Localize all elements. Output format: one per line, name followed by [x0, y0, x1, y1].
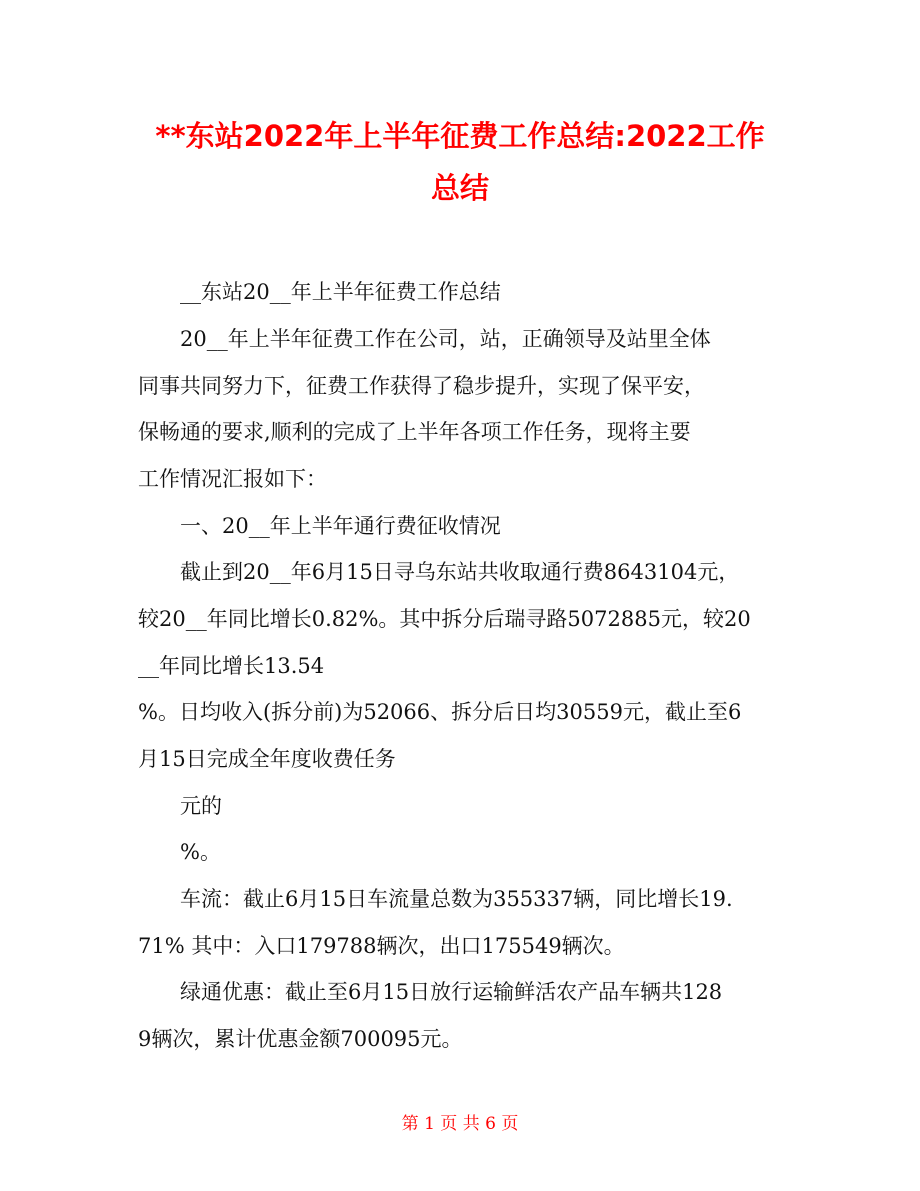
document-title-line-2: 总结: [430, 171, 489, 205]
body-line: 9辆次，累计优惠金额700095元。: [138, 1027, 463, 1051]
document-title-line-1: **东站2022年上半年征费工作总结:2022工作: [155, 119, 765, 153]
body-line: __年同比增长13.54: [138, 654, 325, 678]
body-line: 绿通优惠：截止至6月15日放行运输鲜活农产品车辆共128: [180, 980, 723, 1004]
body-line: 元的: [180, 794, 222, 818]
body-line: __东站20__年上半年征费工作总结: [180, 280, 501, 304]
body-line: 保畅通的要求,顺利的完成了上半年各项工作任务，现将主要: [138, 420, 691, 444]
body-line: 20__年上半年征费工作在公司，站，正确领导及站里全体: [180, 327, 711, 351]
body-line: 工作情况汇报如下：: [138, 467, 327, 491]
body-line: 车流：截止6月15日车流量总数为355337辆，同比增长19.: [180, 887, 733, 911]
body-line: %。: [180, 840, 221, 864]
body-line: 截止到20__年6月15日寻乌东站共收取通行费8643104元，: [180, 560, 740, 584]
body-line: 较20__年同比增长0.82%。其中拆分后瑞寻路5072885元，较20: [138, 607, 751, 631]
body-line: 同事共同努力下，征费工作获得了稳步提升，实现了保平安，: [138, 374, 705, 398]
body-line: %。日均收入(拆分前)为52066、拆分后日均30559元，截止至6: [138, 700, 742, 724]
page-number-footer: 第 1 页 共 6 页: [401, 1114, 519, 1134]
section-heading: 一、20__年上半年通行费征收情况: [180, 514, 501, 538]
body-line: 71% 其中：入口179788辆次，出口175549辆次。: [138, 934, 625, 958]
body-line: 月15日完成全年度收费任务: [138, 747, 396, 771]
